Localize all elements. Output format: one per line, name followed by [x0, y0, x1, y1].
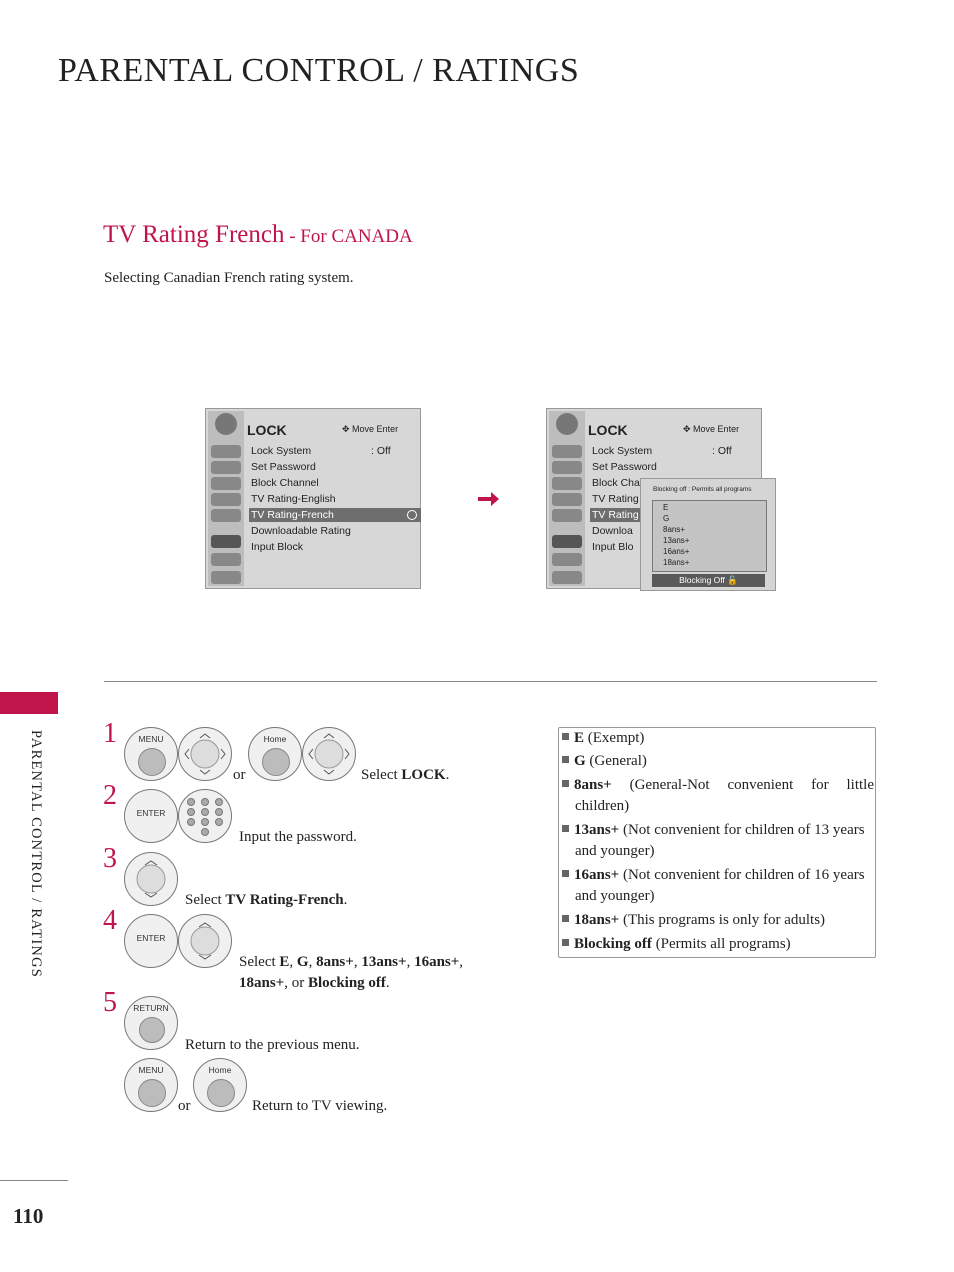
side-tab-marker [0, 692, 58, 714]
bullet-icon [562, 780, 569, 787]
rating-option[interactable]: 18ans+ [663, 558, 690, 567]
step1-post: . [445, 767, 450, 783]
blocking-off-bar[interactable] [652, 574, 765, 587]
menu-icon-column [208, 411, 244, 586]
nav-hint-text: Move Enter [693, 424, 740, 434]
return-button[interactable] [124, 996, 178, 1050]
nav-pad[interactable] [302, 727, 356, 781]
option-icon [211, 509, 241, 522]
divider [104, 681, 877, 682]
menu-button[interactable] [124, 1058, 178, 1112]
picture-icon [211, 445, 241, 458]
menu-item-label: TV Rating [592, 493, 639, 505]
bullet-icon [562, 915, 569, 922]
rating-code: Blocking off [574, 936, 652, 952]
bullet-icon [562, 825, 569, 832]
step-number: 3 [103, 843, 117, 874]
home-button-label: Home [208, 1065, 232, 1075]
rating-option[interactable]: 16ans+ [663, 547, 690, 556]
step-number: 5 [103, 987, 117, 1018]
picture-icon [552, 445, 582, 458]
bullet-icon [562, 870, 569, 877]
rating-13ans: 13ans+ [361, 954, 407, 970]
rating-desc: (Exempt) [584, 730, 645, 746]
rating-16ans: 16ans+ [414, 954, 460, 970]
rating-option[interactable]: 13ans+ [663, 536, 690, 545]
rating-desc: (Not convenient for children of 13 years and younger) [575, 822, 865, 859]
nav-hint-text: Move Enter [352, 424, 399, 434]
usb-icon [211, 571, 241, 584]
return-button-label: RETURN [133, 1003, 169, 1013]
home-button[interactable] [193, 1058, 247, 1112]
rating-desc: (General) [585, 753, 647, 769]
or-label: or [233, 767, 246, 783]
page-number: 110 [13, 1204, 44, 1228]
nav-arrows-icon [303, 728, 355, 780]
lock-menu-icon [211, 535, 241, 548]
rating-code: G [574, 753, 586, 769]
step5-return-text: Return to the previous menu. [185, 1037, 360, 1053]
time-icon [552, 493, 582, 506]
menu-item[interactable] [249, 524, 421, 538]
home-button-core [262, 748, 290, 776]
step3-post: . [343, 892, 348, 908]
rating-option[interactable]: 8ans+ [663, 525, 686, 534]
rating-description-item [562, 820, 874, 862]
move-icon: ✥ [342, 424, 353, 434]
step1-bold: LOCK [401, 767, 446, 783]
input-icon [552, 553, 582, 566]
menu-header: LOCK [588, 422, 628, 438]
number-keys-icon [179, 790, 231, 842]
blocking-off-label: Blocking Off [679, 575, 725, 585]
bullet-icon [562, 756, 569, 763]
step1-pre: Select [361, 767, 402, 783]
rating-option[interactable]: G [663, 514, 670, 523]
menu-item-label: TV Rating [592, 509, 639, 521]
rating-code: 18ans+ [574, 912, 620, 928]
menu-item[interactable] [249, 492, 421, 506]
rating-option-list [652, 500, 767, 572]
rating-popup [640, 478, 776, 591]
step4-instruction-line1: Select E, G, 8ans+, 13ans+, 16ans+, [239, 954, 464, 970]
menu-button-label: MENU [138, 1065, 164, 1075]
enter-button-label: ENTER [136, 933, 166, 943]
page-title: PARENTAL CONTROL / RATINGS [58, 52, 580, 89]
step-number: 4 [103, 905, 117, 936]
home-button[interactable] [248, 727, 302, 781]
menu-button[interactable] [124, 727, 178, 781]
screen-icon [552, 461, 582, 474]
number-pad[interactable] [178, 789, 232, 843]
menu-button-core [138, 748, 166, 776]
section-title-suffix: - For CANADA [284, 226, 413, 247]
menu-item-label: TV Rating-English [251, 493, 336, 505]
section-title-main: TV Rating French [103, 221, 285, 248]
menu-item[interactable] [249, 444, 421, 458]
rating-desc: (This programs is only for adults) [619, 912, 826, 928]
menu-item[interactable] [590, 460, 762, 474]
audio-icon [211, 477, 241, 490]
menu-button-label: MENU [138, 734, 164, 744]
menu-item[interactable] [249, 476, 421, 490]
side-tab-label: PARENTAL CONTROL / RATINGS [28, 730, 44, 978]
menu-item-label: Lock System [251, 445, 312, 457]
nav-hint [342, 424, 398, 435]
rating-description-item [562, 728, 874, 749]
section-title [103, 221, 413, 249]
lock-menu-icon [552, 535, 582, 548]
rating-description-item [562, 910, 874, 931]
menu-item-label: Input Blo [592, 541, 634, 553]
menu-item-value: : Off [371, 445, 391, 457]
step-number: 1 [103, 718, 117, 749]
up-down-arrows-icon [179, 915, 231, 967]
nav-pad[interactable] [178, 727, 232, 781]
step3-bold: TV Rating-French [225, 892, 344, 908]
rating-option[interactable]: E [663, 503, 669, 512]
time-icon [211, 493, 241, 506]
rating-blocking-off: Blocking off [307, 975, 386, 991]
rating-desc: (Permits all programs) [651, 936, 791, 952]
screen-icon [211, 461, 241, 474]
up-down-button[interactable] [124, 852, 178, 906]
option-icon [552, 509, 582, 522]
move-icon: ✥ [683, 424, 694, 434]
bullet-icon [562, 939, 569, 946]
rating-g: G [296, 954, 309, 970]
menu-item[interactable] [249, 540, 421, 554]
step5-tv-text: Return to TV viewing. [252, 1098, 388, 1114]
nav-arrows-icon [179, 728, 231, 780]
enter-button-label: ENTER [136, 808, 166, 818]
intro-text: Selecting Canadian French rating system. [104, 270, 354, 286]
menu-item-label: Downloadable Rating [251, 525, 351, 537]
menu-item-label: Lock System [592, 445, 653, 457]
menu-item-label: Block Cha [592, 477, 640, 489]
rating-code: 13ans+ [574, 822, 620, 838]
home-button-label: Home [263, 734, 287, 744]
audio-icon [552, 477, 582, 490]
menu-item-label: Downloa [592, 525, 633, 537]
rating-e: E [279, 954, 290, 970]
home-button-core [207, 1079, 235, 1107]
popup-heading: Blocking off : Permits all programs [653, 486, 752, 493]
menu-button-core [138, 1079, 166, 1107]
step3-instruction [185, 892, 347, 909]
return-button-core [139, 1017, 165, 1043]
up-down-button[interactable] [178, 914, 232, 968]
step3-pre: Select [185, 892, 226, 908]
up-down-arrows-icon [125, 853, 177, 905]
menu-item-value: : Off [712, 445, 732, 457]
enter-button[interactable] [124, 789, 178, 843]
input-icon [211, 553, 241, 566]
bullet-icon [562, 733, 569, 740]
step1-instruction [361, 767, 449, 784]
rating-desc: (General-Not convenient for little children) [575, 777, 874, 814]
step4-pre: Select [239, 954, 280, 970]
step2-instruction: Input the password. [239, 829, 357, 845]
menu-item-label: Input Block [251, 541, 303, 553]
rating-description-item [562, 751, 874, 772]
usb-icon [552, 571, 582, 584]
rating-description-item [562, 865, 874, 907]
menu-icon-column [549, 411, 585, 586]
menu-item[interactable] [249, 460, 421, 474]
enter-button[interactable] [124, 914, 178, 968]
menu-item-label: Set Password [251, 461, 316, 473]
menu-item-label: Set Password [592, 461, 657, 473]
rating-code: E [574, 730, 585, 746]
menu-item-label: TV Rating-French [251, 509, 334, 521]
arrow-right-icon [478, 491, 500, 512]
menu-item[interactable] [590, 444, 762, 458]
menu-item-selected[interactable] [249, 508, 421, 522]
rating-description-item [562, 934, 874, 955]
nav-hint [683, 424, 739, 435]
menu-header: LOCK [247, 422, 287, 438]
rating-desc: (Not convenient for children of 16 years and younger) [575, 867, 865, 904]
or-label: or [178, 1098, 191, 1114]
rating-code: 8ans+ [574, 777, 612, 793]
menu-item-label: Block Channel [251, 477, 319, 489]
lock-icon [556, 413, 578, 435]
select-indicator-icon [407, 510, 417, 520]
unlock-icon: 🔓 [727, 575, 738, 585]
lock-icon [215, 413, 237, 435]
rating-18ans: 18ans+ [239, 975, 285, 991]
rating-description-box [558, 727, 876, 958]
rating-8ans: 8ans+ [316, 954, 354, 970]
rating-code: 16ans+ [574, 867, 620, 883]
page-number-rule [0, 1180, 68, 1181]
tv-screen-lock-menu [205, 408, 421, 589]
step-number: 2 [103, 780, 117, 811]
or-label: or [291, 975, 305, 991]
rating-description-item [562, 775, 874, 817]
step4-instruction-line2: 18ans+, or Blocking off. [239, 975, 390, 991]
